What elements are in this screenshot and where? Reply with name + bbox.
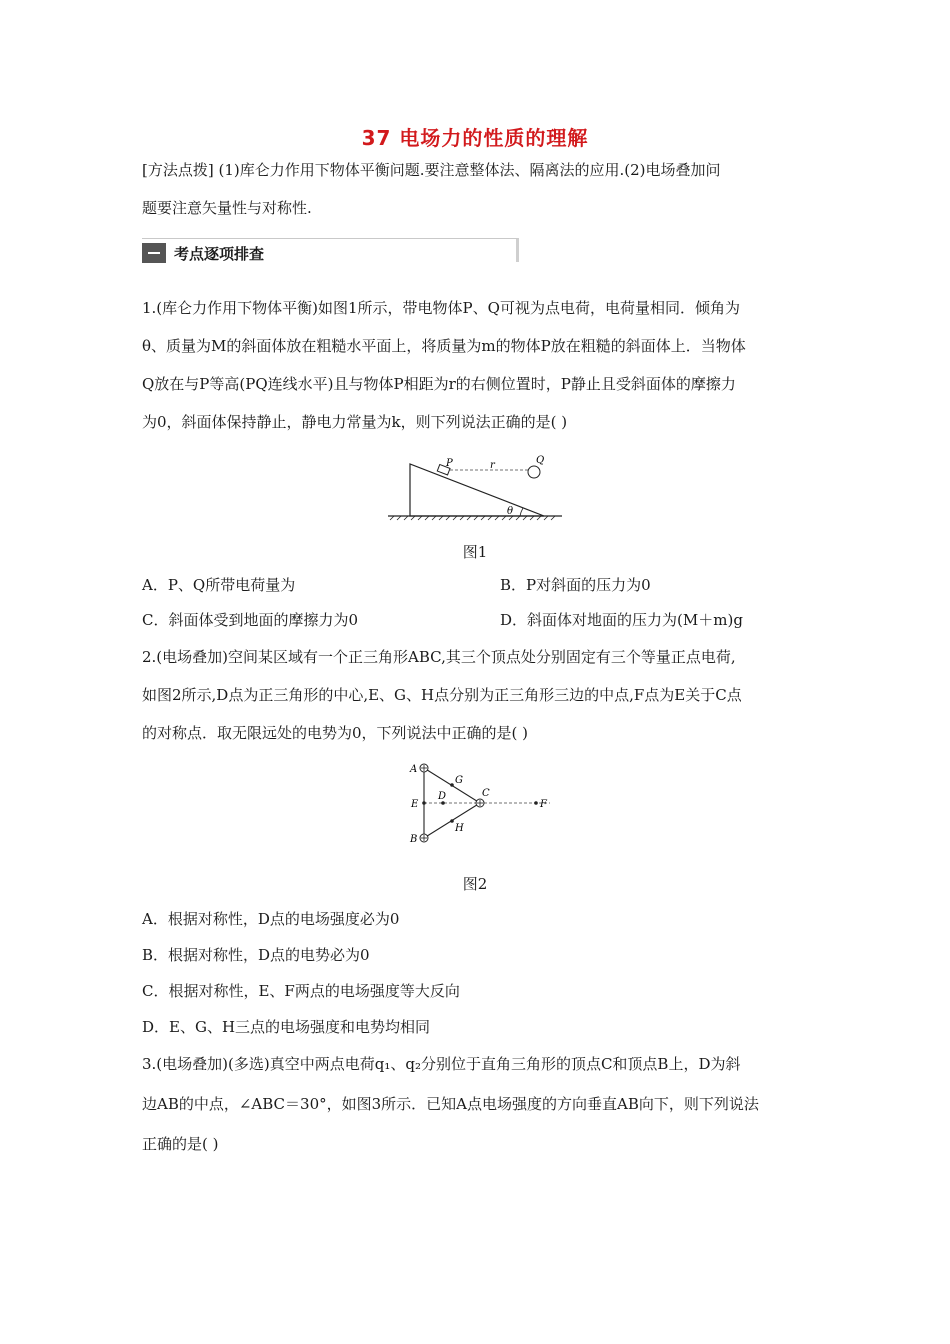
charge-q xyxy=(528,466,540,478)
charge-b xyxy=(420,834,428,842)
q2-line-1: 2.(电场叠加)空间某区域有一个正三角形ABC,其三个顶点处分别固定有三个等量正点电荷, xyxy=(142,648,736,666)
label-theta: θ xyxy=(507,506,514,517)
label-a: A xyxy=(410,764,418,775)
q3-line-1: 3.(电场叠加)(多选)真空中两点电荷q₁、q₂分别位于直角三角形的顶点C和顶点B上，D为斜 xyxy=(142,1055,741,1073)
figure-1-incline xyxy=(380,452,570,527)
q2-option-b: B．根据对称性，D点的电势必为0 xyxy=(142,946,370,964)
method-tip-line-1: [方法点拨] (1)库仑力作用下物体平衡问题.要注意整体法、隔离法的应用.(2)电场叠加问 xyxy=(142,161,721,179)
q3-line-2: 边AB的中点，∠ABC＝30°，如图3所示．已知A点电场强度的方向垂直AB向下，则下列说法 xyxy=(142,1095,759,1113)
q2-line-2: 如图2所示,D点为正三角形的中心,E、G、H点分别为正三角形三边的中点,F点为E关于C点 xyxy=(142,686,742,704)
q1-option-a: A．P、Q所带电荷量为 xyxy=(142,576,296,594)
q1-option-b: B．P对斜面的压力为0 xyxy=(500,576,651,594)
label-b: B xyxy=(410,834,418,845)
q1-line-3: Q放在与P等高(PQ连线水平)且与物体P相距为r的右侧位置时，P静止且受斜面体的摩擦力 xyxy=(142,375,736,393)
section-number-icon xyxy=(142,243,166,263)
point-h xyxy=(450,819,454,823)
label-d: D xyxy=(438,791,447,802)
label-h: H xyxy=(455,823,464,834)
charge-a xyxy=(420,764,428,772)
point-f xyxy=(534,801,538,805)
figure-1-caption: 图1 xyxy=(462,543,488,561)
q1-line-1: 1.(库仑力作用下物体平衡)如图1所示，带电物体P、Q可视为点电荷，电荷量相同．倾角为 xyxy=(142,299,740,317)
section-title: 考点逐项排查 xyxy=(174,245,265,263)
q2-option-d: D．E、G、H三点的电场强度和电势均相同 xyxy=(142,1018,431,1036)
q1-option-d: D．斜面体对地面的压力为(M＋m)g xyxy=(500,611,743,629)
label-q: Q xyxy=(536,455,545,466)
q1-option-c: C．斜面体受到地面的摩擦力为0 xyxy=(142,611,359,629)
label-g: G xyxy=(455,775,463,786)
figure-2-triangle xyxy=(400,757,560,849)
q1-line-2: θ、质量为M的斜面体放在粗糙水平面上，将质量为m的物体P放在粗糙的斜面体上．当物体 xyxy=(142,337,746,355)
charge-c xyxy=(476,799,484,807)
label-c: C xyxy=(482,788,490,799)
page-title: 37 电场力的性质的理解 xyxy=(361,126,589,150)
label-r: r xyxy=(490,460,495,471)
q2-option-a: A．根据对称性，D点的电场强度必为0 xyxy=(142,910,400,928)
q3-line-3: 正确的是( ) xyxy=(142,1135,219,1153)
q1-line-4: 为0，斜面体保持静止，静电力常量为k，则下列说法正确的是( ) xyxy=(142,413,568,431)
section-header xyxy=(142,238,519,262)
point-e xyxy=(422,801,426,805)
incline-block xyxy=(410,464,544,516)
label-e: E xyxy=(411,799,419,810)
method-tip-line-2: 题要注意矢量性与对称性. xyxy=(142,199,312,217)
label-f: F xyxy=(540,799,547,810)
figure-2-caption: 图2 xyxy=(462,875,488,893)
label-p: P xyxy=(446,458,453,469)
q2-line-3: 的对称点．取无限远处的电势为0，下列说法中正确的是( ) xyxy=(142,724,529,742)
point-g xyxy=(450,783,454,787)
q2-option-c: C．根据对称性，E、F两点的电场强度等大反向 xyxy=(142,982,460,1000)
